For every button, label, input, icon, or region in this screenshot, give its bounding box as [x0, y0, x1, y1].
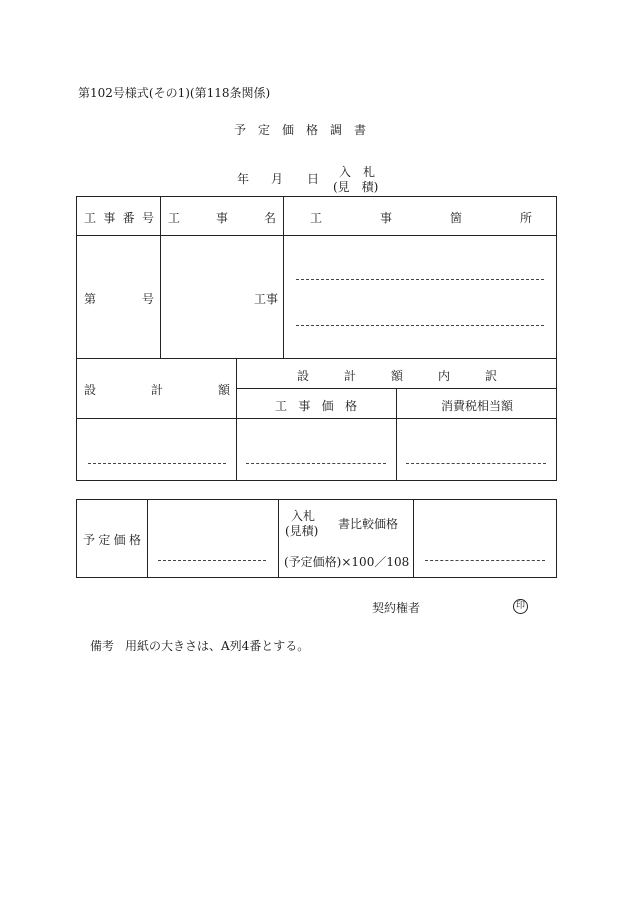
remark-text: 用紙の大きさは、A列4番とする。	[125, 639, 310, 653]
construction-price-label: 工 事 価 格	[275, 399, 357, 413]
bid-label-1: 入札	[291, 509, 316, 523]
header-work-number: 工 事 番 号	[84, 211, 154, 225]
design-amount-label: 設 計 額	[84, 383, 230, 397]
bid-kind-2: (見 積)	[333, 180, 379, 194]
header-work-name: 工 事 名	[168, 211, 276, 225]
consumption-tax-label: 消費税相当額	[441, 399, 514, 413]
contractor-label: 契約権者	[372, 601, 421, 615]
number-cell: 第 号	[84, 292, 154, 306]
design-amount-line	[88, 463, 226, 464]
estimated-price-label: 予 定 価 格	[83, 533, 141, 547]
header-work-location: 工 事 箇 所	[310, 211, 532, 225]
comparison-label: 書比較価格	[338, 517, 399, 531]
page-title: 予 定 価 格 調 書	[234, 123, 367, 137]
estimated-price-line	[158, 560, 266, 561]
kouji-suffix: 工事	[254, 292, 279, 306]
breakdown-label: 設 計 額 内 訳	[297, 369, 497, 383]
form-id: 第102号様式(その1)(第118条関係)	[78, 86, 271, 100]
comparison-formula: (予定価格)×100／108	[284, 555, 410, 569]
date-year: 年	[237, 172, 250, 186]
bid-label-2: (見積)	[285, 524, 319, 538]
consumption-tax-line	[406, 463, 546, 464]
location-line-1	[296, 279, 544, 280]
construction-price-line	[246, 463, 386, 464]
seal-icon: 印	[513, 599, 528, 614]
location-line-2	[296, 325, 544, 326]
comparison-price-line	[425, 560, 545, 561]
date-month: 月	[271, 172, 284, 186]
date-day: 日	[307, 172, 320, 186]
bid-kind-1: 入 札	[339, 165, 376, 179]
remark-label: 備考	[90, 639, 115, 653]
